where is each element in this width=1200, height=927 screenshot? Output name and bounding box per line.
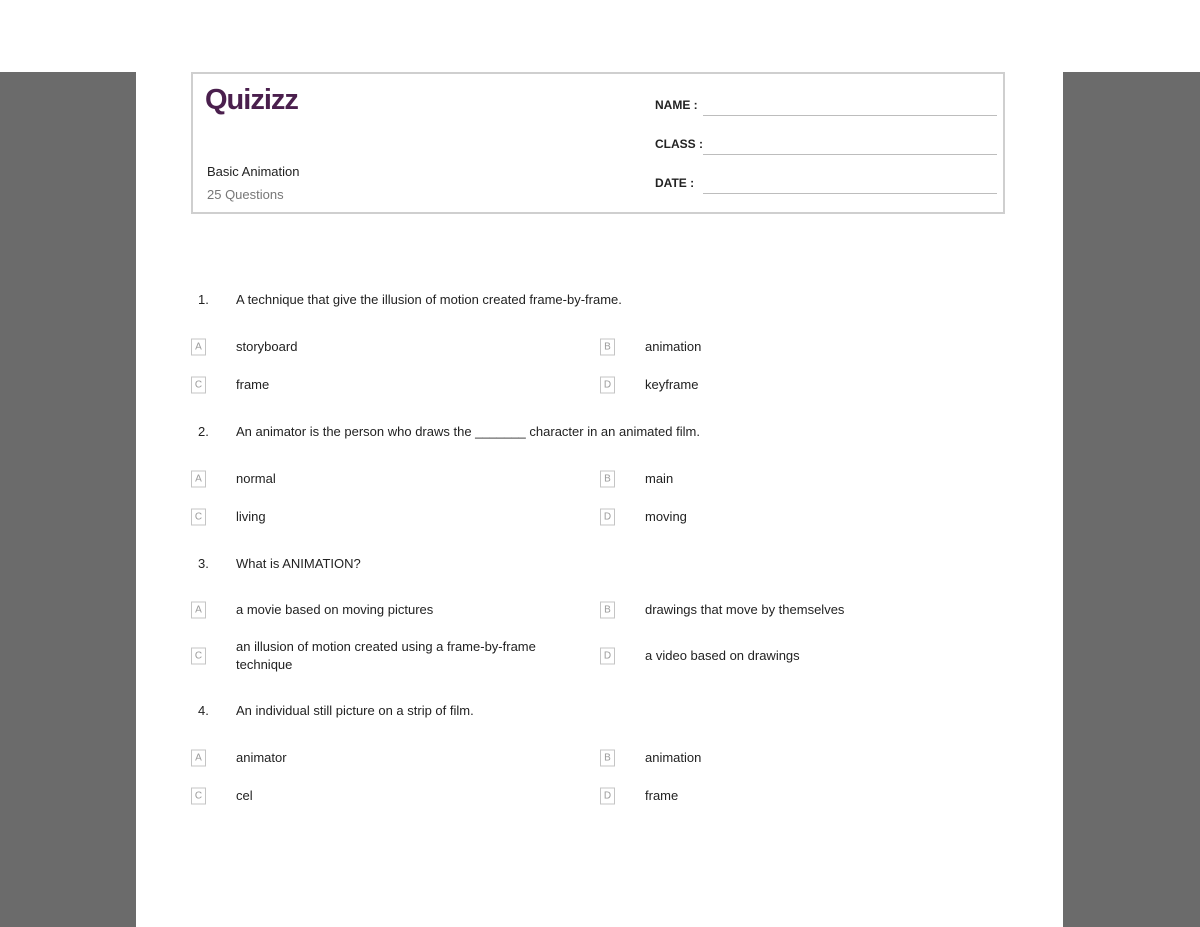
option-1b <box>600 337 980 357</box>
option-text: main <box>645 471 674 486</box>
option-4a <box>191 748 571 768</box>
option-text: an illusion of motion created using a frame-by-frame technique <box>236 639 536 672</box>
option-text: frame <box>236 377 270 392</box>
option-3d <box>600 637 980 675</box>
question-number: 1. <box>198 292 209 307</box>
option-letter: D <box>600 648 615 665</box>
option-letter: C <box>191 509 206 526</box>
question-number: 2. <box>198 424 209 439</box>
option-1a <box>191 337 571 357</box>
option-text: storyboard <box>236 339 298 354</box>
date-line <box>703 193 997 194</box>
viewer-gutter-right <box>1063 72 1200 927</box>
option-letter: A <box>191 602 206 619</box>
option-letter: B <box>600 602 615 619</box>
question-text: An individual still picture on a strip of film. <box>236 703 474 718</box>
option-4b <box>600 748 980 768</box>
option-text: animation <box>645 339 702 354</box>
option-letter: B <box>600 750 615 767</box>
quiz-title: Basic Animation <box>207 164 300 179</box>
option-text: animation <box>645 750 702 765</box>
option-text: normal <box>236 471 276 486</box>
option-text: cel <box>236 788 253 803</box>
option-2a <box>191 469 571 489</box>
option-1c <box>191 375 571 395</box>
option-letter: A <box>191 339 206 356</box>
option-2b <box>600 469 980 489</box>
option-letter: B <box>600 339 615 356</box>
question-text: What is ANIMATION? <box>236 556 361 571</box>
option-4d <box>600 786 980 806</box>
option-letter: D <box>600 377 615 394</box>
name-label: NAME : <box>655 98 698 112</box>
quizizz-logo: Quizizz <box>205 84 298 116</box>
option-letter: A <box>191 750 206 767</box>
option-letter: D <box>600 788 615 805</box>
option-3a <box>191 600 591 620</box>
option-3c <box>191 637 581 675</box>
question-count: 25 Questions <box>207 187 284 202</box>
option-3b <box>600 600 980 620</box>
name-line <box>703 115 997 116</box>
option-letter: A <box>191 471 206 488</box>
option-1d <box>600 375 980 395</box>
option-letter: C <box>191 648 206 665</box>
worksheet-header <box>191 72 1005 214</box>
option-text: animator <box>236 750 287 765</box>
date-label: DATE : <box>655 176 695 190</box>
option-2d <box>600 507 980 527</box>
viewer-gutter-left <box>0 72 136 927</box>
option-text: a video based on drawings <box>645 648 800 663</box>
option-text: keyframe <box>645 377 699 392</box>
option-4c <box>191 786 571 806</box>
worksheet-page <box>136 72 1063 927</box>
option-letter: B <box>600 471 615 488</box>
option-text: living <box>236 509 266 524</box>
option-text: drawings that move by themselves <box>645 602 845 617</box>
question-text: An animator is the person who draws the _______ character in an animated film. <box>236 424 700 439</box>
option-letter: D <box>600 509 615 526</box>
option-text: moving <box>645 509 687 524</box>
option-2c <box>191 507 571 527</box>
question-number: 3. <box>198 556 209 571</box>
question-number: 4. <box>198 703 209 718</box>
class-field <box>655 137 997 157</box>
option-letter: C <box>191 377 206 394</box>
question-text: A technique that give the illusion of motion created frame-by-frame. <box>236 292 622 307</box>
date-field <box>655 176 997 196</box>
name-field <box>655 98 997 118</box>
option-letter: C <box>191 788 206 805</box>
option-text: frame <box>645 788 679 803</box>
class-line <box>703 154 997 155</box>
class-label: CLASS : <box>655 137 703 151</box>
option-text: a movie based on moving pictures <box>236 602 434 617</box>
